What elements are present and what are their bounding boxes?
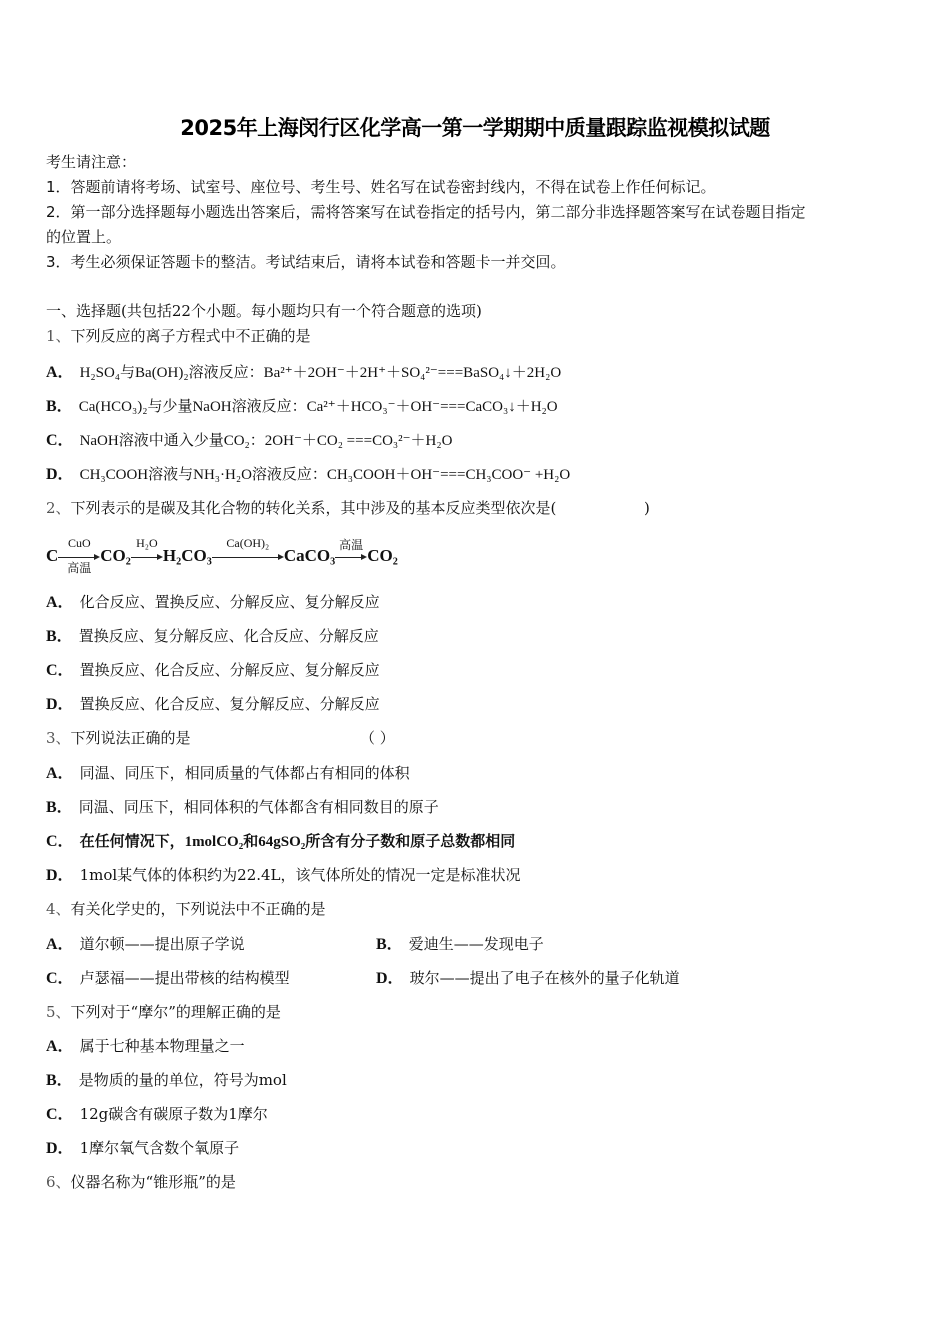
option-text: 爱迪生——发现电子 xyxy=(408,935,544,953)
arrow-shaft xyxy=(131,557,159,558)
option-letter: A． xyxy=(46,594,74,611)
q5-option-b[interactable] xyxy=(46,1070,287,1091)
option-text: 属于七种基本物理量之一 xyxy=(79,1037,245,1055)
option-letter: A． xyxy=(46,1038,74,1055)
arrow-condition: 高温 xyxy=(67,561,92,575)
option-letter: B． xyxy=(46,628,73,645)
option-letter: A． xyxy=(46,765,74,782)
q1-option-d[interactable] xyxy=(46,464,570,485)
option-text: 化合反应、置换反应、分解反应、复分解反应 xyxy=(79,593,380,611)
option-text: 同温、同压下，相同质量的气体都占有相同的体积 xyxy=(79,764,410,782)
option-letter: D． xyxy=(376,970,404,987)
arrow-shaft xyxy=(58,557,96,558)
option-text: 是物质的量的单位，符号为mol xyxy=(78,1071,287,1089)
question-3 xyxy=(46,728,191,748)
q3-option-d[interactable] xyxy=(46,865,521,886)
question-number: 2、 xyxy=(46,499,71,517)
q4-option-b[interactable] xyxy=(376,934,544,955)
q5-option-a[interactable] xyxy=(46,1036,245,1057)
option-letter: D． xyxy=(46,1140,74,1157)
reaction-arrow-2 xyxy=(131,532,163,572)
reaction-arrow-4 xyxy=(335,532,367,572)
notice-item-2: 2．第一部分选择题每小题选出答案后，需将答案写在试卷指定的括号内，第二部分非选择题答案写在试卷题目指定 xyxy=(46,203,806,221)
option-letter: D． xyxy=(46,466,74,483)
species-h2co3: H₂CO₃ xyxy=(162,546,212,565)
question-6 xyxy=(46,1172,236,1192)
option-text: 12g碳含有碳原子数为1摩尔 xyxy=(79,1105,268,1123)
option-letter: C． xyxy=(46,432,74,449)
q3-option-c[interactable] xyxy=(46,831,515,852)
species-caco3: CaCO₃ xyxy=(283,546,336,565)
option-letter: B． xyxy=(46,799,73,816)
option-text: 1mol某气体的体积约为22.4L，该气体所处的情况一定是标准状况 xyxy=(79,866,521,884)
option-letter: D． xyxy=(46,867,74,884)
option-text: 在任何情况下，1molCO₂和64gSO₂所含有分子数和原子总数都相同 xyxy=(79,834,516,850)
q1-option-b[interactable] xyxy=(46,396,558,417)
q1-option-c[interactable] xyxy=(46,430,452,451)
question-stem: 下列表示的是碳及其化合物的转化关系，其中涉及的基本反应类型依次是( xyxy=(70,499,557,517)
option-text: 卢瑟福——提出带核的结构模型 xyxy=(79,969,290,987)
q2-option-c[interactable] xyxy=(46,660,380,681)
option-letter: D． xyxy=(46,696,74,713)
answer-paren: （ ） xyxy=(360,729,395,747)
option-text: NaOH溶液中通入少量CO₂：2OH⁻＋CO₂ ===CO₃²⁻＋H₂O xyxy=(79,433,453,449)
q5-option-d[interactable] xyxy=(46,1138,239,1159)
question-stem: 下列对于“摩尔”的理解正确的是 xyxy=(70,1003,281,1021)
page-title: 2025年上海闵行区化学高一第一学期期中质量跟踪监视模拟试题 xyxy=(180,116,770,140)
q5-option-c[interactable] xyxy=(46,1104,268,1125)
arrow-reagent: CuO xyxy=(67,536,91,550)
option-text: H₂SO₄与Ba(OH)₂溶液反应：Ba²⁺＋2OH⁻＋2H⁺＋SO₄²⁻===BaSO₄↓＋2H₂O xyxy=(79,365,562,381)
notice-item-2-cont: 的位置上。 xyxy=(46,228,122,246)
arrow-condition: 高温 xyxy=(339,538,364,552)
option-letter: B． xyxy=(376,936,403,953)
arrow-reagent: H₂O xyxy=(136,536,158,550)
arrow-head-icon xyxy=(361,554,367,560)
q2-option-b[interactable] xyxy=(46,626,379,647)
question-number: 5、 xyxy=(46,1003,71,1021)
option-letter: C． xyxy=(46,1106,74,1123)
option-letter: C． xyxy=(46,833,74,850)
arrow-head-icon xyxy=(157,554,163,560)
question-stem: 下列说法正确的是 xyxy=(70,729,191,747)
q2-option-a[interactable] xyxy=(46,592,380,613)
option-text: 置换反应、复分解反应、化合反应、分解反应 xyxy=(78,627,379,645)
q2-option-d[interactable] xyxy=(46,694,380,715)
option-letter: B． xyxy=(46,1072,73,1089)
option-text: 置换反应、化合反应、复分解反应、分解反应 xyxy=(79,695,380,713)
question-number: 3、 xyxy=(46,729,71,747)
reaction-arrow-3 xyxy=(212,532,284,572)
arrow-reagent: Ca(OH)₂ xyxy=(226,536,270,550)
reaction-arrow-1 xyxy=(58,532,100,575)
question-number: 6、 xyxy=(46,1173,71,1191)
question-number: 4、 xyxy=(46,900,71,918)
option-text: CH₃COOH溶液与NH₃·H₂O溶液反应：CH₃COOH＋OH⁻===CH₃COO⁻ +H₂O xyxy=(79,467,571,483)
option-text: Ca(HCO₃)₂与少量NaOH溶液反应：Ca²⁺＋HCO₃⁻＋OH⁻===CaCO₃↓＋H₂O xyxy=(78,399,558,415)
arrow-head-icon xyxy=(278,554,284,560)
option-letter: A． xyxy=(46,364,74,381)
question-stem: 下列反应的离子方程式中不正确的是 xyxy=(70,327,311,345)
question-4 xyxy=(46,899,326,919)
species-c: C xyxy=(46,546,59,565)
q1-option-a[interactable] xyxy=(46,362,561,383)
question-number: 1、 xyxy=(46,327,71,345)
question-stem: 有关化学史的，下列说法中不正确的是 xyxy=(70,900,326,918)
species-co2-product: CO₂ xyxy=(367,546,398,565)
option-text: 同温、同压下，相同体积的气体都含有相同数目的原子 xyxy=(78,798,439,816)
section-heading: 一、选择题(共包括22个小题。每小题均只有一个符合题意的选项) xyxy=(46,302,482,320)
notice-item-1: 1．答题前请将考场、试室号、座位号、考生号、姓名写在试卷密封线内，不得在试卷上作任何标记。 xyxy=(46,178,716,196)
answer-paren-close: ) xyxy=(644,499,650,517)
q4-option-d[interactable] xyxy=(376,968,680,989)
question-stem: 仪器名称为“锥形瓶”的是 xyxy=(70,1173,236,1191)
q3-option-a[interactable] xyxy=(46,763,410,784)
question-1 xyxy=(46,326,311,346)
arrow-shaft xyxy=(335,557,363,558)
option-text: 玻尔——提出了电子在核外的量子化轨道 xyxy=(409,969,680,987)
option-letter: A． xyxy=(46,936,74,953)
question-5 xyxy=(46,1002,281,1022)
q3-option-b[interactable] xyxy=(46,797,439,818)
option-text: 置换反应、化合反应、分解反应、复分解反应 xyxy=(79,661,380,679)
q4-option-a[interactable] xyxy=(46,934,245,955)
option-letter: C． xyxy=(46,970,74,987)
option-text: 1摩尔氧气含数个氧原子 xyxy=(79,1139,240,1157)
notice-item-3: 3．考生必须保证答题卡的整洁。考试结束后，请将本试卷和答题卡一并交回。 xyxy=(46,253,566,271)
arrow-shaft xyxy=(212,557,280,558)
reaction-scheme xyxy=(46,526,398,575)
option-letter: C． xyxy=(46,662,74,679)
option-text: 道尔顿——提出原子学说 xyxy=(79,935,245,953)
notice-heading: 考生请注意： xyxy=(46,153,137,171)
question-2 xyxy=(46,498,556,518)
option-letter: B． xyxy=(46,398,73,415)
species-co2: CO₂ xyxy=(100,546,131,565)
q4-option-c[interactable] xyxy=(46,968,290,989)
